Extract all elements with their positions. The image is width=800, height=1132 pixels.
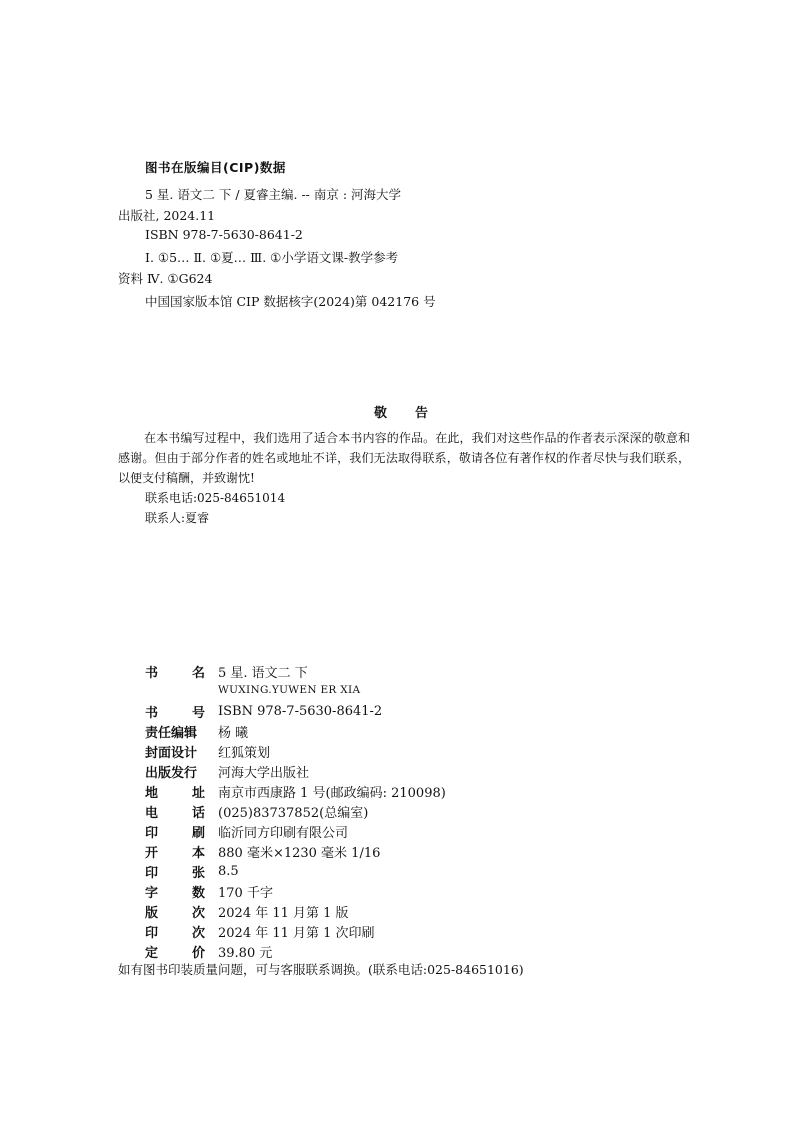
copyright-row bbox=[145, 821, 348, 841]
copyright-label: 字 数 bbox=[145, 885, 205, 901]
cip-line: 5 星. 语文二 下 / 夏睿主编. -- 南京 : 河海大学 bbox=[145, 187, 402, 202]
copyright-label: 出版发行 bbox=[145, 765, 198, 781]
copyright-value: 临沂同方印刷有限公司 bbox=[218, 825, 349, 841]
copyright-label: 版 次 bbox=[145, 905, 205, 921]
copyright-label: 印 次 bbox=[145, 925, 205, 941]
copyright-value: 170 千字 bbox=[218, 885, 273, 901]
copyright-row bbox=[145, 761, 309, 781]
cip-line: 出版社, 2024.11 bbox=[118, 208, 216, 223]
copyright-row bbox=[145, 901, 349, 921]
copyright-value: 2024 年 11 月第 1 次印刷 bbox=[218, 925, 375, 941]
copyright-label: 责任编辑 bbox=[145, 725, 198, 741]
copyright-row bbox=[145, 881, 273, 901]
copyright-label: 开 本 bbox=[145, 845, 205, 861]
copyright-value: 南京市西康路 1 号(邮政编码: 210098) bbox=[218, 785, 446, 801]
copyright-label: 印 刷 bbox=[145, 825, 205, 841]
notice-contact: 联系人:夏睿 bbox=[145, 511, 210, 525]
notice-body: 在本书编写过程中，我们选用了适合本书内容的作品。在此，我们对这些作品的作者表示深深的敬意和感谢。但由于部分作者的姓名或地址不详，我们无法取得联系，敬请各位有著作权的作者尽快与我们联系，以便支付稿酬，并致谢忱! bbox=[118, 431, 690, 485]
copyright-value: 880 毫米×1230 毫米 1/16 bbox=[218, 845, 381, 861]
pinyin-title: WUXING.YUWEN ER XIA bbox=[218, 684, 361, 696]
copyright-label: 电 话 bbox=[145, 805, 205, 821]
copyright-label: 封面设计 bbox=[145, 745, 198, 761]
cip-title: 图书在版编目(CIP)数据 bbox=[145, 160, 286, 175]
copyright-row bbox=[145, 841, 380, 861]
copyright-value: 红狐策划 bbox=[218, 745, 271, 761]
copyright-label: 地 址 bbox=[145, 785, 205, 801]
copyright-value: (025)83737852(总编室) bbox=[218, 805, 369, 821]
copyright-value: 8.5 bbox=[218, 863, 239, 879]
service-notice: 如有图书印装质量问题，可与客服联系调换。(联系电话:025-84651016) bbox=[118, 962, 524, 977]
copyright-value: ISBN 978-7-5630-8641-2 bbox=[218, 703, 383, 719]
notice-title: 敬告 bbox=[374, 406, 457, 421]
cip-isbn: ISBN 978-7-5630-8641-2 bbox=[145, 227, 303, 242]
copyright-row bbox=[145, 861, 239, 881]
copyright-value: 2024 年 11 月第 1 版 bbox=[218, 905, 349, 921]
copyright-row bbox=[145, 921, 375, 941]
copyright-row bbox=[145, 781, 446, 801]
cip-record-number: 中国国家版本馆 CIP 数据核字(2024)第 042176 号 bbox=[145, 294, 436, 309]
copyright-label: 定 价 bbox=[145, 945, 205, 961]
copyright-label: 书 名 bbox=[145, 665, 205, 681]
copyright-row bbox=[145, 741, 270, 761]
notice-phone: 联系电话:025-84651014 bbox=[145, 491, 286, 505]
copyright-label: 印 张 bbox=[145, 865, 205, 881]
copyright-label: 书 号 bbox=[145, 705, 205, 721]
copyright-row bbox=[145, 941, 272, 961]
copyright-row bbox=[145, 701, 382, 721]
copyright-value: 河海大学出版社 bbox=[218, 765, 310, 781]
cip-line: Ⅰ. ①5… Ⅱ. ①夏… Ⅲ. ①小学语文课-教学参考 bbox=[145, 250, 399, 265]
copyright-value: 5 星. 语文二 下 bbox=[218, 665, 308, 681]
copyright-value: 39.80 元 bbox=[218, 945, 273, 961]
cip-line: 资料 Ⅳ. ①G624 bbox=[118, 271, 213, 286]
copyright-value: 杨 曦 bbox=[218, 725, 249, 741]
copyright-row bbox=[145, 801, 368, 821]
copyright-row bbox=[145, 721, 248, 741]
copyright-row bbox=[145, 661, 308, 681]
